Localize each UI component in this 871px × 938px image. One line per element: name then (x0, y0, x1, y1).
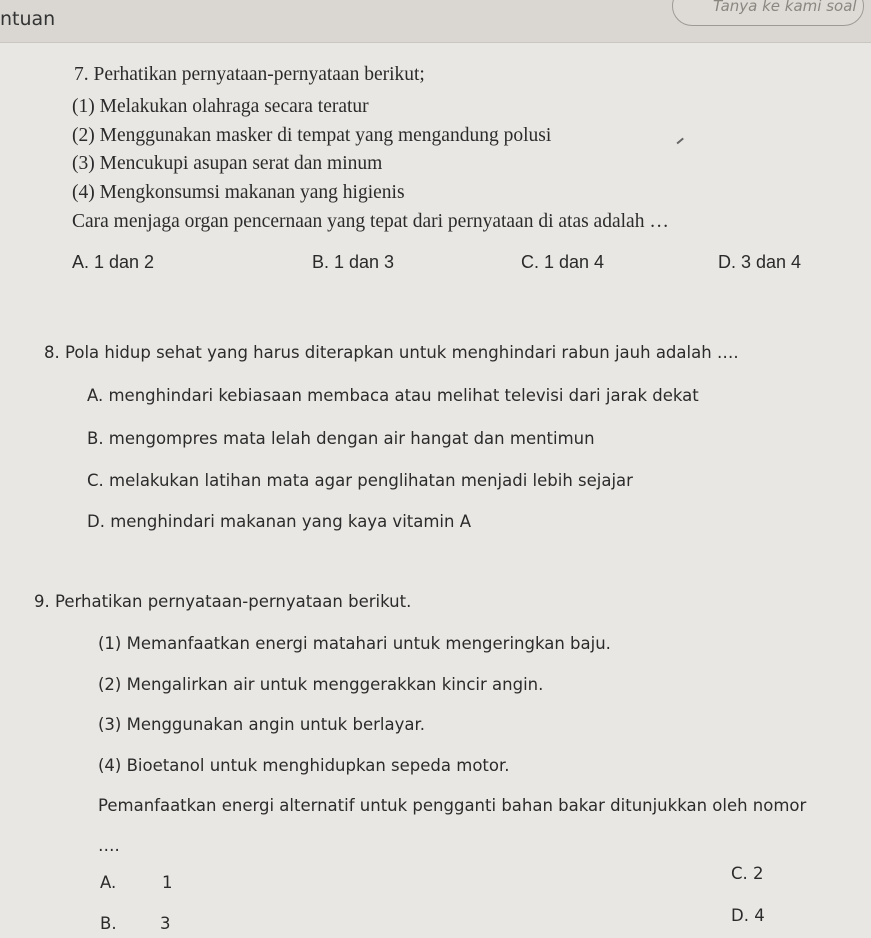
option-a[interactable] (100, 873, 173, 892)
option-b[interactable]: B. mengompres mata lelah dengan air hangat dan mentimun (87, 429, 595, 448)
top-bar (0, 0, 871, 43)
statement-3: (3) Menggunakan angin untuk berlayar. (98, 715, 425, 734)
option-b[interactable] (100, 914, 171, 933)
search-hint: Tanya ke kami soal (713, 0, 857, 15)
option-letter: B. (100, 914, 117, 933)
statement-2: (2) Mengalirkan air untuk menggerakkan kincir angin. (98, 675, 544, 694)
question-9-text: 9. Perhatikan pernyataan-pernyataan berikut. (34, 592, 412, 611)
option-value: 2 (753, 864, 764, 883)
option-c[interactable]: C. 1 dan 4 (521, 252, 605, 272)
statement-1: (1) Melakukan olahraga secara teratur (72, 96, 369, 117)
option-letter: C. (731, 864, 748, 883)
option-d[interactable]: D. menghindari makanan yang kaya vitamin A (87, 512, 472, 531)
page-title: ntuan (0, 8, 56, 30)
ellipsis: …. (98, 836, 120, 855)
question-8-text: 8. Pola hidup sehat yang harus diterapkan untuk menghindari rabun jauh adalah …. (44, 343, 739, 362)
option-c[interactable]: C. melakukan latihan mata agar penglihatan menjadi lebih sejajar (87, 471, 633, 490)
statement-3: (3) Mencukupi asupan serat dan minum (72, 153, 383, 174)
question-9-prompt: Pemanfaatkan energi alternatif untuk pengganti bahan bakar ditunjukkan oleh nomor (98, 796, 807, 815)
option-letter: D. (731, 906, 749, 925)
question-7-prompt: Cara menjaga organ pencernaan yang tepat dari pernyataan di atas adalah … (72, 211, 669, 232)
statement-2: (2) Menggunakan masker di tempat yang mengandung polusi (72, 125, 552, 146)
option-d[interactable] (731, 906, 765, 925)
search-field[interactable] (672, 0, 864, 26)
option-value: 3 (160, 914, 171, 933)
option-letter: A. (100, 873, 117, 892)
pen-mark (676, 138, 683, 144)
option-value: 4 (754, 906, 765, 925)
option-a[interactable]: A. menghindari kebiasaan membaca atau melihat televisi dari jarak dekat (87, 386, 699, 405)
statement-4: (4) Mengkonsumsi makanan yang higienis (72, 182, 405, 203)
option-value: 1 (162, 873, 173, 892)
option-c[interactable] (731, 864, 764, 883)
option-a[interactable]: A. 1 dan 2 (72, 252, 155, 272)
statement-1: (1) Memanfaatkan energi matahari untuk mengeringkan baju. (98, 634, 611, 653)
question-7-text: 7. Perhatikan pernyataan-pernyataan berikut; (74, 64, 425, 85)
option-b[interactable]: B. 1 dan 3 (312, 252, 395, 272)
option-d[interactable]: D. 3 dan 4 (718, 252, 802, 272)
statement-4: (4) Bioetanol untuk menghidupkan sepeda motor. (98, 756, 510, 775)
